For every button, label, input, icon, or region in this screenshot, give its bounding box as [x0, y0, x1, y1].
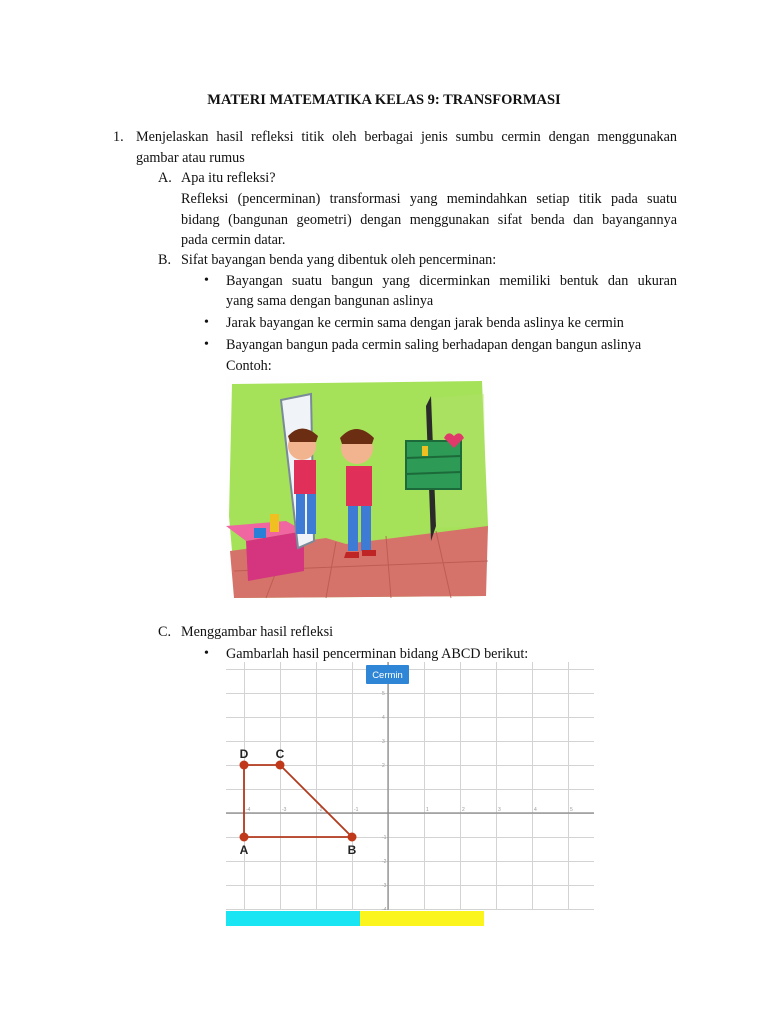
y-tick-label: 5 — [382, 691, 385, 697]
y-tick-label: 3 — [382, 739, 385, 745]
point-a — [240, 833, 249, 842]
x-tick-label: 1 — [426, 807, 429, 813]
x-tick-label: -4 — [246, 807, 251, 813]
section-b-bullet-2: Jarak bayangan ke cermin sama dengan jarak benda aslinya ke cermin — [226, 315, 624, 331]
section-b-heading: Sifat bayangan benda yang dibentuk oleh pencerminan: — [181, 252, 497, 268]
bullet-dot: • — [204, 337, 209, 352]
y-tick-label: -2 — [382, 859, 387, 865]
point-d — [240, 761, 249, 770]
y-tick-label: -1 — [382, 835, 387, 841]
section-c-heading: Menggambar hasil refleksi — [181, 624, 334, 640]
bullet-dot: • — [204, 273, 209, 288]
point-b — [348, 833, 357, 842]
point-label-b: B — [347, 843, 357, 857]
x-tick-label: 3 — [498, 807, 501, 813]
mirror-label: Cermin — [372, 670, 403, 681]
section-a-line: bidang (bangunan geometri) dengan menggunakan sifat benda dan bayangannya — [181, 212, 677, 228]
section-b-bullet-1-line-1: Bayangan suatu bangun yang dicerminkan memiliki bentuk dan ukuran — [226, 273, 677, 289]
x-tick-label: 2 — [462, 807, 465, 813]
section-a-line: Refleksi (pencerminan) transformasi yang memindahkan setiap titik pada suatu — [181, 191, 677, 207]
item-1-line-2: gambar atau rumus — [136, 150, 245, 166]
point-label-a: A — [239, 843, 249, 857]
y-tick-label: -4 — [382, 907, 387, 910]
example-label: Contoh: — [226, 358, 272, 374]
x-tick-label: 5 — [570, 807, 573, 813]
cyan-bar — [226, 911, 360, 926]
y-tick-label: -3 — [382, 883, 387, 889]
section-a-heading: Apa itu refleksi? — [181, 170, 276, 186]
x-tick-label: -2 — [318, 807, 323, 813]
x-tick-label: 4 — [534, 807, 537, 813]
mirror-label-tag — [366, 665, 409, 684]
x-tick-label: -3 — [282, 807, 287, 813]
section-b-bullet-3: Bayangan bangun pada cermin saling berhadapan dengan bangun aslinya — [226, 337, 642, 353]
x-tick-label: -1 — [354, 807, 359, 813]
point-label-d: D — [239, 747, 249, 761]
section-b-bullet-1-line-2: yang sama dengan bangunan aslinya — [226, 293, 434, 309]
y-tick-label: 2 — [382, 763, 385, 769]
item-1-line-1: Menjelaskan hasil refleksi titik oleh berbagai jenis sumbu cermin dengan menggunakan — [136, 129, 677, 145]
section-c-bullet-1: Gambarlah hasil pencerminan bidang ABCD berikut: — [226, 646, 529, 662]
section-b-marker: B. — [158, 252, 172, 268]
section-a-marker: A. — [158, 170, 172, 186]
point-label-c: C — [275, 747, 285, 761]
item-1-number: 1. — [113, 129, 124, 145]
section-c-marker: C. — [158, 624, 172, 640]
mirror-reflection-illustration — [226, 376, 491, 600]
section-a-line: pada cermin datar. — [181, 232, 286, 248]
bullet-dot: • — [204, 646, 209, 661]
bullet-dot: • — [204, 315, 209, 330]
page-title: MATERI MATEMATIKA KELAS 9: TRANSFORMASI — [207, 92, 561, 108]
point-c — [276, 761, 285, 770]
yellow-bar — [360, 911, 484, 926]
coordinate-grid — [226, 662, 594, 910]
y-tick-label: 4 — [382, 715, 385, 721]
